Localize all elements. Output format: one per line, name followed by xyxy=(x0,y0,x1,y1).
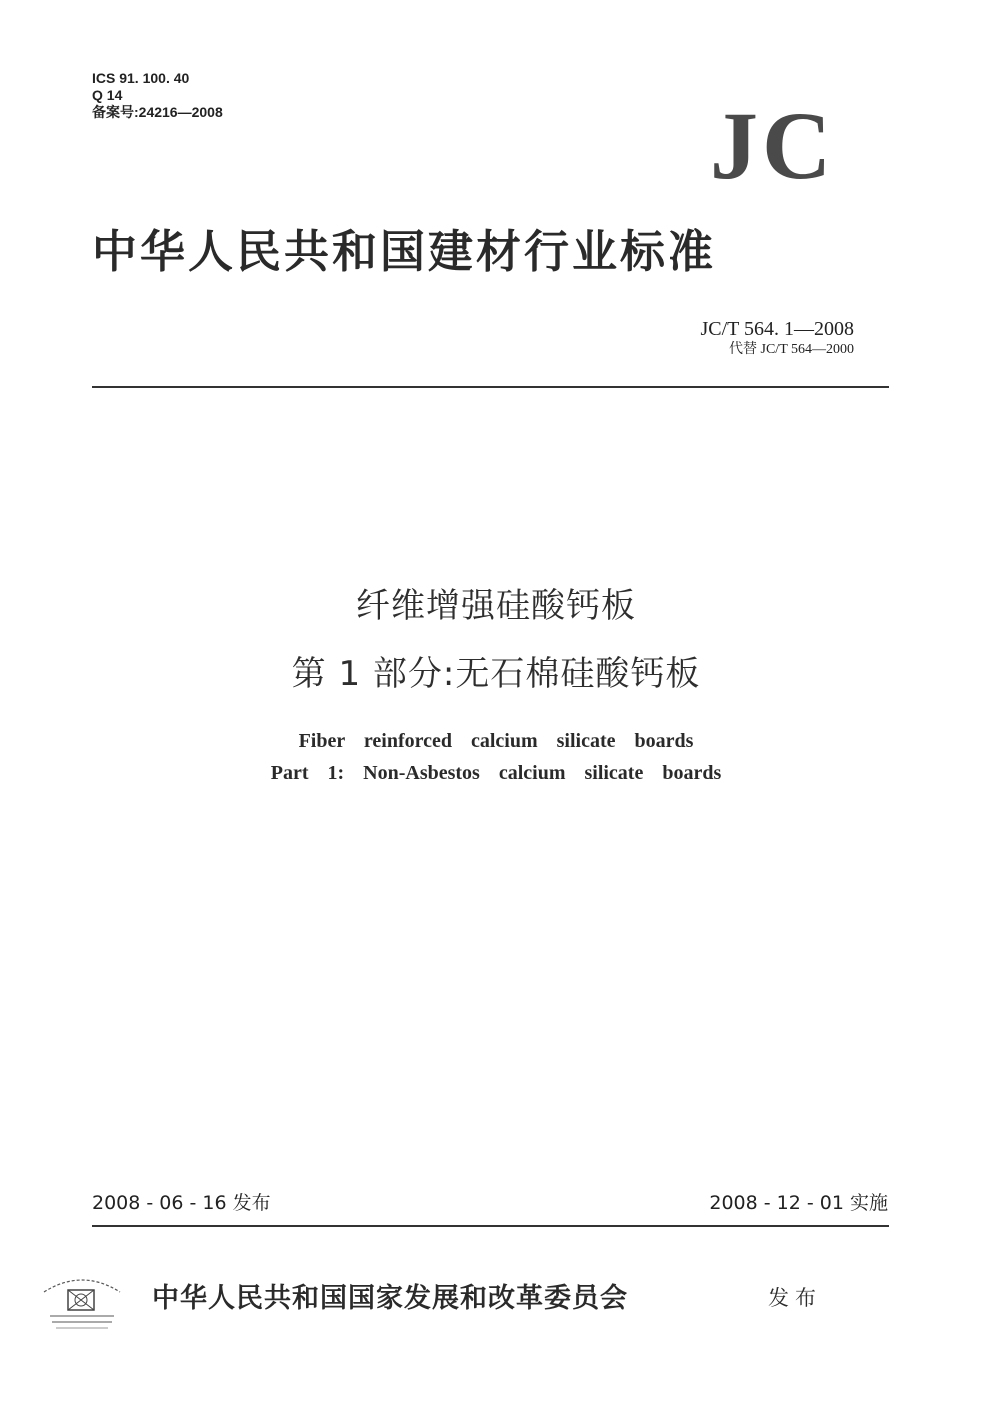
implementation-date: 2008 - 12 - 01 实施 xyxy=(709,1192,888,1214)
jc-logo: JC xyxy=(710,92,836,199)
chinese-title-line-1: 纤维增强硅酸钙板 xyxy=(356,586,636,626)
issue-date: 2008 - 06 - 16 发布 xyxy=(92,1192,271,1214)
chinese-title-line-2: 第 1 部分:无石棉硅酸钙板 xyxy=(291,654,701,694)
footer-divider xyxy=(92,1225,889,1227)
ccs-code: Q 14 xyxy=(92,87,123,103)
header-divider xyxy=(92,386,889,388)
classification-codes xyxy=(92,70,223,121)
standard-number: JC/T 564. 1—2008 xyxy=(700,318,854,340)
english-title-line-1: Fiber reinforced calcium silicate boards xyxy=(298,730,694,752)
publisher-seal-icon xyxy=(36,1270,128,1336)
standard-number-block xyxy=(700,317,854,359)
issuing-authority: 中华人民共和国国家发展和改革委员会 xyxy=(152,1283,628,1314)
issuer-publish-label: 发布 xyxy=(768,1286,822,1310)
english-title-line-2: Part 1: Non-Asbestos calcium silicate boards xyxy=(270,762,722,784)
ics-code: ICS 91. 100. 40 xyxy=(92,70,190,86)
standard-category-title: 中华人民共和国建材行业标准 xyxy=(92,225,717,278)
replaces-standard: 代替 JC/T 564—2000 xyxy=(729,342,854,357)
filing-number: 备案号:24216—2008 xyxy=(92,104,223,120)
